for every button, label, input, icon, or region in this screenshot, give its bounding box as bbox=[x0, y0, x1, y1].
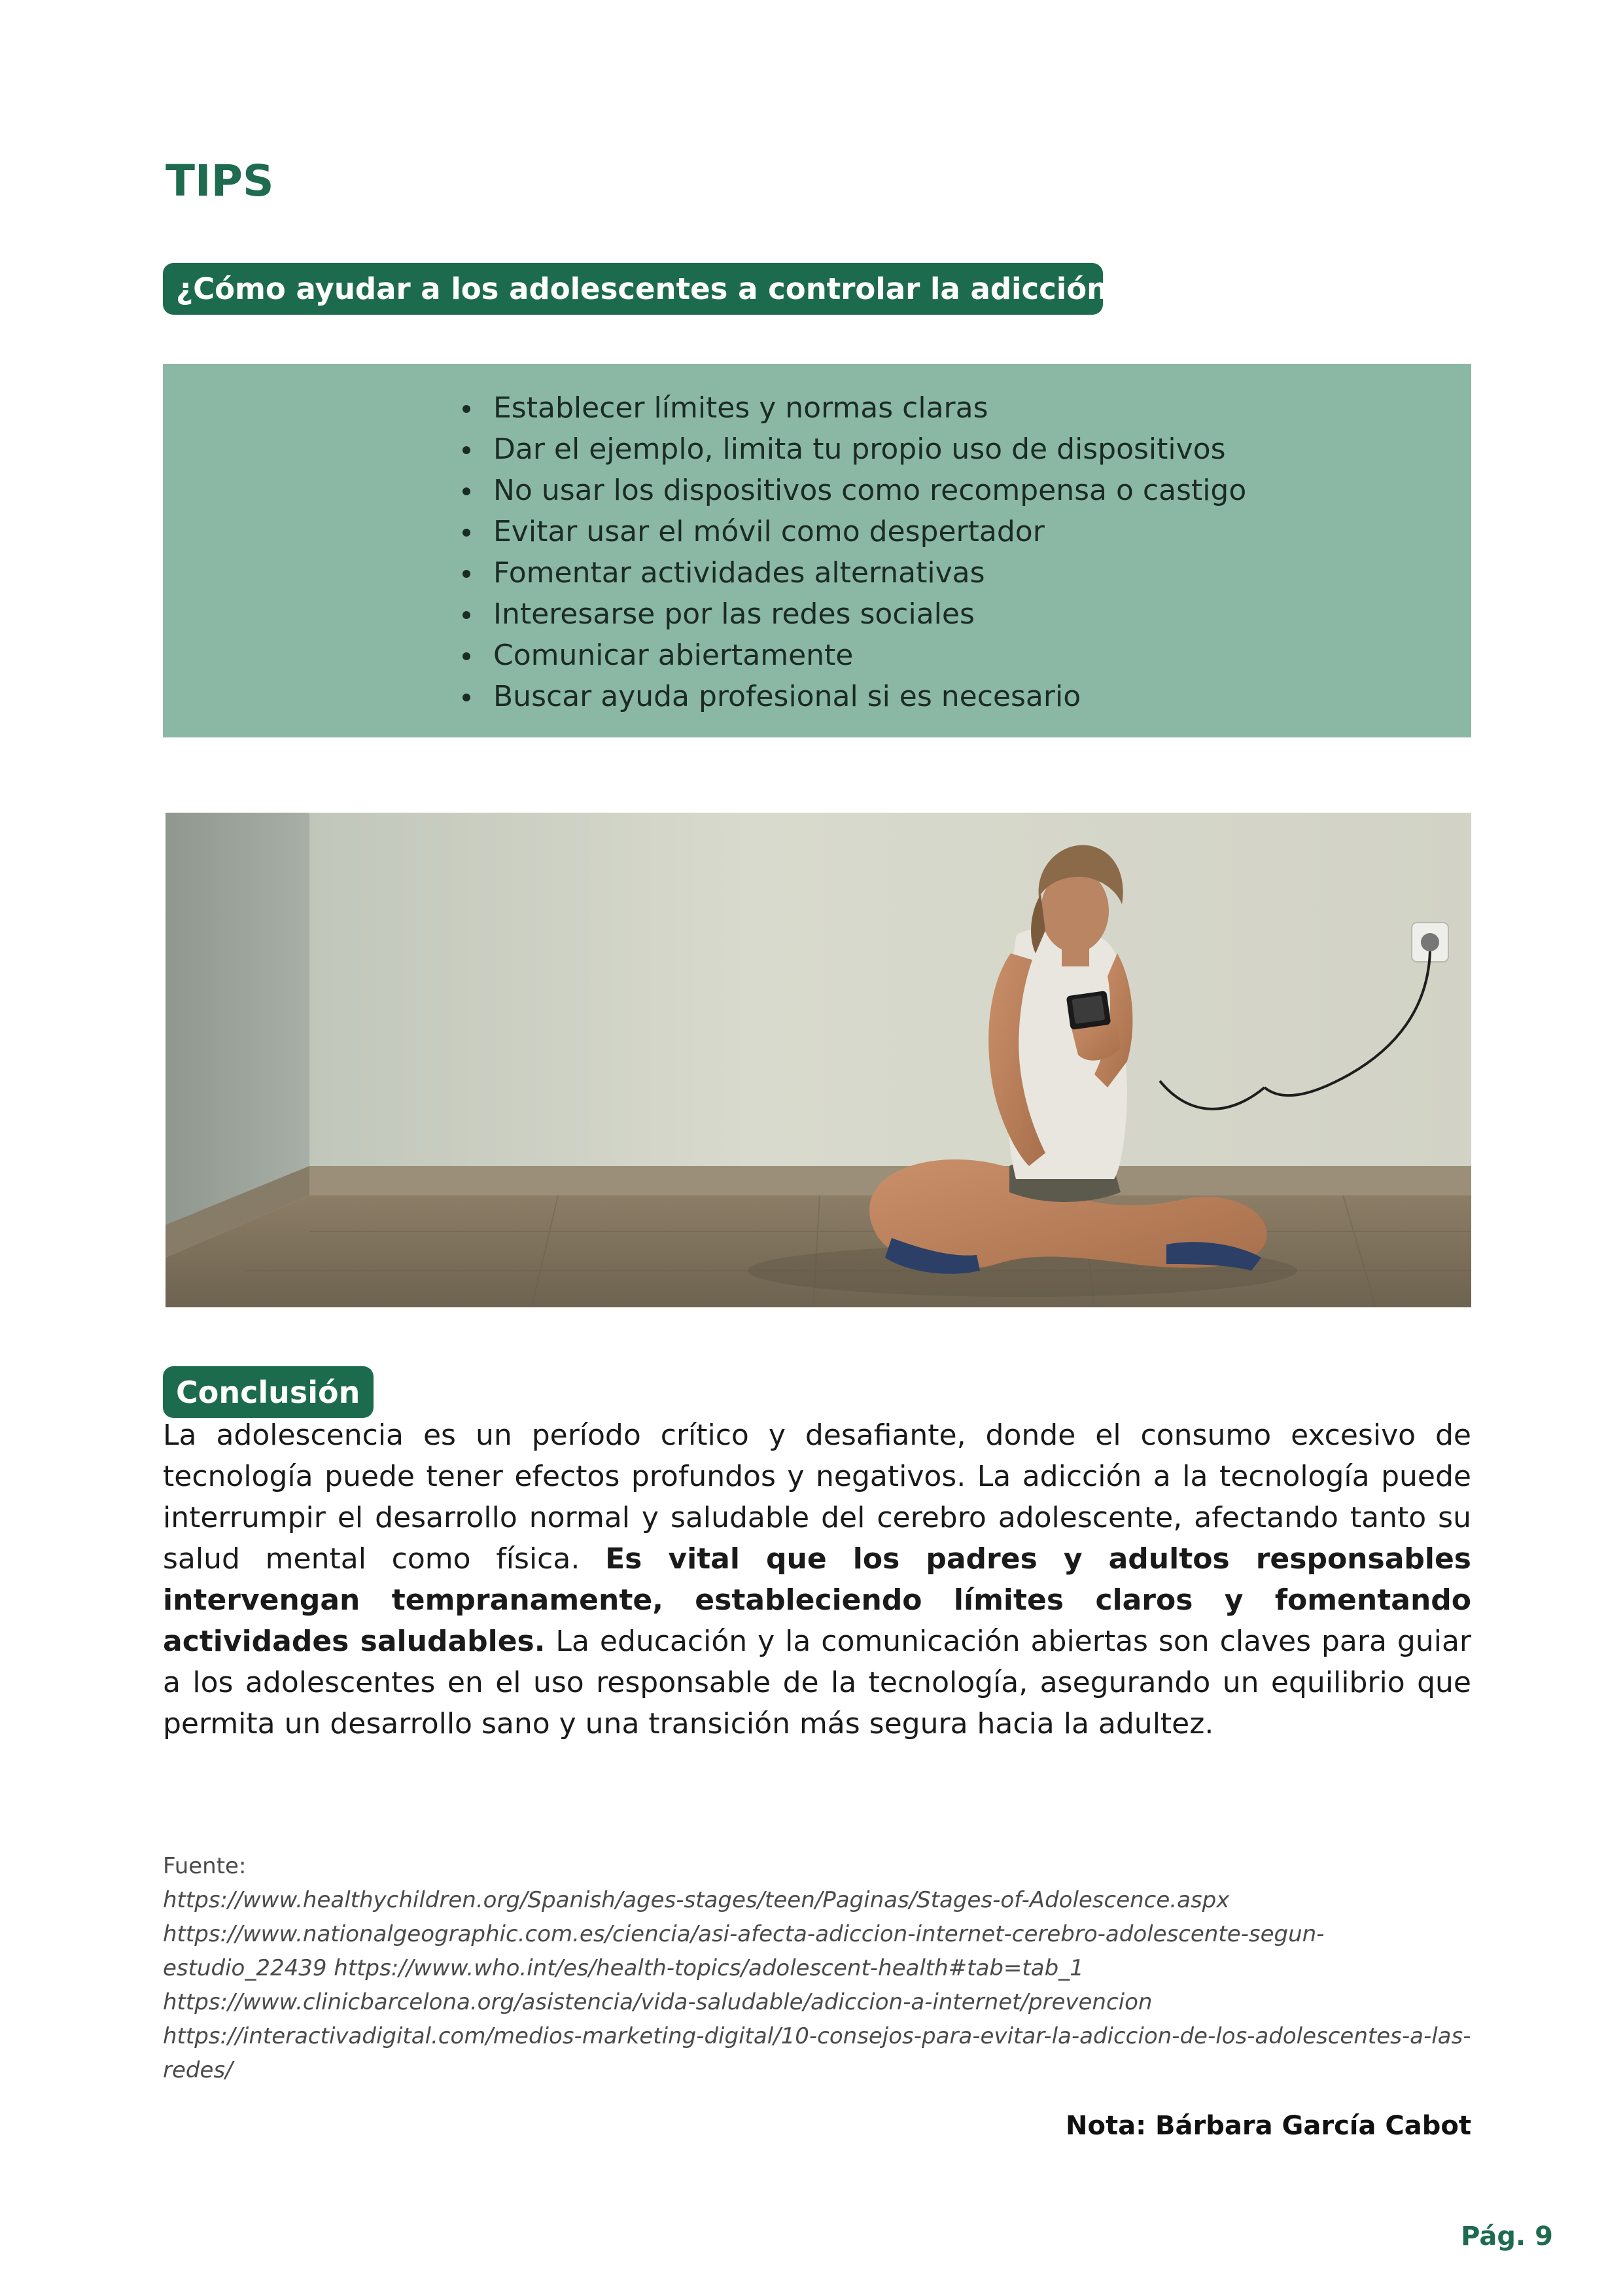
tip-item: Evitar usar el móvil como despertador bbox=[493, 511, 1246, 552]
sources-block bbox=[163, 1849, 1471, 2087]
author-note: Nota: Bárbara García Cabot bbox=[1066, 2111, 1471, 2141]
tips-list bbox=[163, 387, 1246, 717]
tip-item: Comunicar abiertamente bbox=[493, 635, 1246, 676]
photo-illustration bbox=[166, 813, 1471, 1307]
tip-item: Buscar ayuda profesional si es necesario bbox=[493, 676, 1246, 717]
tip-item: No usar los dispositivos como recompensa o castigo bbox=[493, 470, 1246, 511]
conclusion-heading bbox=[163, 1366, 374, 1418]
conclusion-paragraph bbox=[163, 1415, 1471, 1744]
teen-on-phone-photo bbox=[166, 813, 1471, 1307]
sources-text: https://www.healthychildren.org/Spanish/ages-stages/teen/Paginas/Stages-of-Adolescence.aspx https://www.nationalgeographic.com.es/ciencia/asi-afecta-adiccion-internet-cerebro-adolescente-segun-estudio_22439 https://www.who.int/es/health-topics/adolescent-health#tab=tab_1 https://www.clinicbarcelona.org/asistencia/vida-saludable/adiccion-a-internet/prevencion https://interactivadigital.com/medios-marketing-digital/10-consejos-para-evitar-la-adiccion-de-los-adolescentes-a-las-redes/ bbox=[163, 1887, 1471, 2083]
tip-item: Establecer límites y normas claras bbox=[493, 387, 1246, 429]
page-title: TIPS bbox=[166, 156, 274, 206]
question-heading-text: ¿Cómo ayudar a los adolescentes a controlar la adicción? bbox=[176, 272, 1125, 306]
tip-item: Interesarse por las redes sociales bbox=[493, 593, 1246, 635]
conclusion-heading-text: Conclusión bbox=[176, 1374, 360, 1410]
tip-item: Dar el ejemplo, limita tu propio uso de dispositivos bbox=[493, 429, 1246, 470]
sources-label: Fuente: bbox=[163, 1853, 247, 1879]
conclusion-text-end: La educación y la comunicación abiertas son claves para guiar a los adolescentes en el uso responsable de la tecnología, asegurando un equilibrio que permita un desarrollo sano y una transición más segura hacia la adultez. bbox=[163, 1625, 1472, 1740]
tips-box bbox=[163, 364, 1471, 737]
question-heading bbox=[163, 263, 1125, 315]
conclusion-text-bold: Es vital que los padres y adultos responsables intervengan tempranamente, estableciendo límites claros y fomentando actividades saludables. bbox=[163, 1542, 1471, 1658]
conclusion-text-start: La adolescencia es un período crítico y desafiante, donde el consumo excesivo de tecnología puede tener efectos profundos y negativos. La adicción a la tecnología puede interrumpir el desarrollo normal y saludable del cerebro adolescente, afectando tanto su salud mental como física. bbox=[163, 1419, 1471, 1576]
page-number: Pág. 9 bbox=[1461, 2221, 1553, 2252]
tip-item: Fomentar actividades alternativas bbox=[493, 552, 1246, 593]
